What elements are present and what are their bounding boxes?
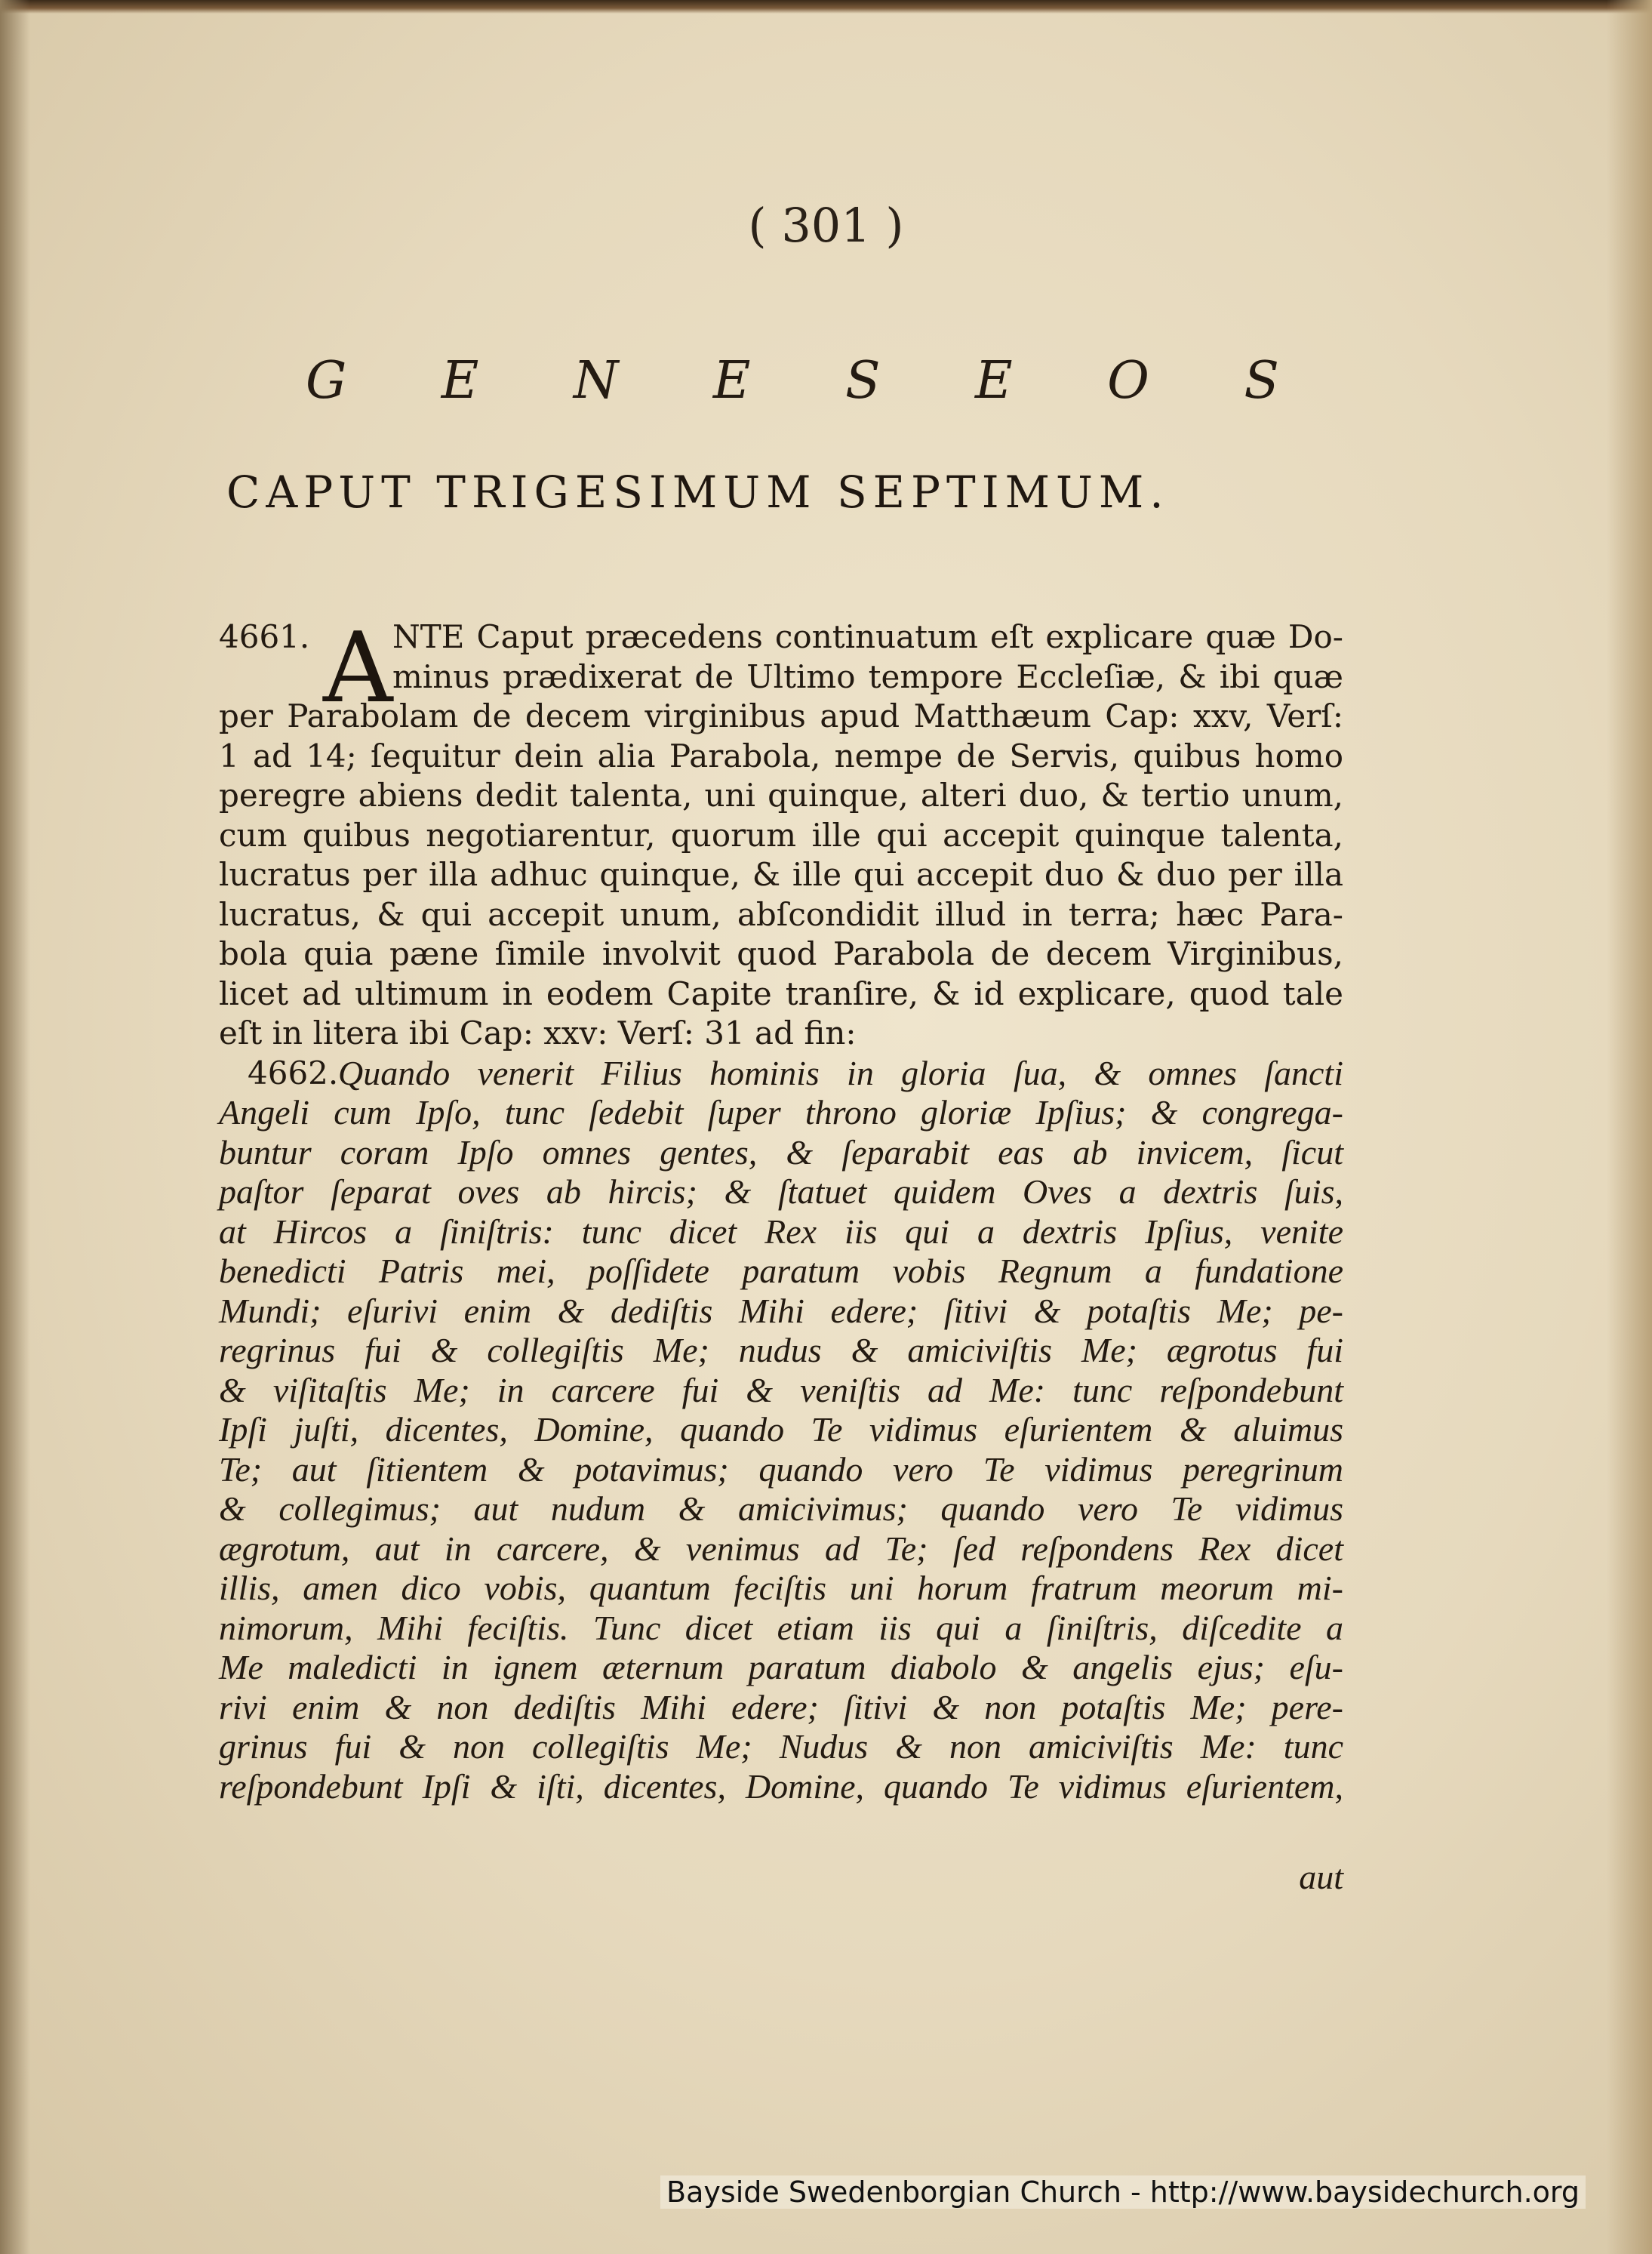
paragraph-line: minus prædixerat de Ultimo tempore Eccleſiæ, & ibi quæ xyxy=(392,657,1343,695)
page-left-edge xyxy=(0,0,30,2254)
page-top-edge xyxy=(0,0,1652,14)
paragraph-line: & viſitaſtis Me; in carcere fui & veniſtis ad Me: tunc reſpondebunt xyxy=(219,1370,1343,1409)
chapter-title: CAPUT TRIGESIMUM SEPTIMUM. xyxy=(226,467,1170,518)
paragraph-4662 xyxy=(219,1054,1343,1807)
book-title-letter: E xyxy=(441,351,479,411)
book-title xyxy=(306,351,1279,411)
paragraph-line: licet ad ultimum in eodem Capite tranſire, & id explicare, quod tale xyxy=(219,975,1343,1012)
paragraph-line: nimorum, Mihi feciſtis. Tunc dicet etiam iis qui a ſiniſtris, diſcedite a xyxy=(219,1608,1343,1647)
paragraph-line: illis, amen dico vobis, quantum feciſtis uni horum fratrum meorum mi- xyxy=(219,1569,1343,1607)
book-title-letter: S xyxy=(1244,351,1279,411)
paragraph-line: peregre abiens dedit talenta, uni quinque, alteri duo, & tertio unum, xyxy=(219,777,1343,814)
book-title-letter: O xyxy=(1107,351,1149,411)
paragraph-line: buntur coram Ipſo omnes gentes, & ſeparabit eas ab invicem, ſicut xyxy=(219,1132,1343,1172)
paragraph-line: cum quibus negotiarentur, quorum ille qui accepit quinque talenta, xyxy=(219,816,1343,854)
paragraph-line-text: Quando venerit Filius hominis in gloria ſua, & omnes ſancti xyxy=(338,1053,1343,1092)
book-title-letter: N xyxy=(573,351,619,411)
paragraph-line xyxy=(219,1054,1343,1094)
book-title-letter: G xyxy=(306,351,347,411)
paragraph-line: paſtor ſeparat oves ab hircis; & ſtatuet quidem Oves a dextris ſuis, xyxy=(219,1172,1343,1211)
paragraph-line: Mundi; eſurivi enim & dediſtis Mihi edere; ſitivi & potaſtis Me; pe- xyxy=(219,1291,1343,1330)
paragraph-line: ægrotum, aut in carcere, & venimus ad Te; ſed reſpondens Rex dicet xyxy=(219,1529,1343,1568)
paragraph-line: eſt in litera ibi Cap: xxv: Verſ: 31 ad fin: xyxy=(219,1015,857,1052)
paragraph-4661 xyxy=(219,612,1343,1054)
paragraph-line: reſpondebunt Ipſi & iſti, dicentes, Domine, quando Te vidimus eſurientem, xyxy=(219,1766,1343,1806)
page-right-edge xyxy=(1607,0,1652,2254)
paragraph-line-text: NTE Caput præcedens continuatum eſt explicare quæ Do- xyxy=(392,618,1343,655)
page-number: ( 301 ) xyxy=(748,198,904,253)
paragraph-line: bola quia pæne ſimile involvit quod Parabola de decem Virginibus, xyxy=(219,935,1343,972)
paragraph-line: regrinus fui & collegiſtis Me; nudus & amiciviſtis Me; ægrotus fui xyxy=(219,1331,1343,1369)
paragraph-line: Ipſi juſti, dicentes, Domine, quando Te vidimus eſurientem & aluimus xyxy=(219,1410,1343,1449)
paragraph-number: 4662. xyxy=(248,1054,339,1092)
paragraph-line: 1 ad 14; ſequitur dein alia Parabola, nempe de Servis, quibus homo xyxy=(219,737,1343,774)
paragraph-line: lucratus per illa adhuc quinque, & ille qui accepit duo & duo per illa xyxy=(219,856,1343,893)
paragraph-line: grinus fui & non collegiſtis Me; Nudus & non amiciviſtis Me: tunc xyxy=(219,1727,1343,1766)
drop-cap: A xyxy=(323,612,393,725)
watermark-caption: Bayside Swedenborgian Church - http://www.baysidechurch.org xyxy=(660,2175,1586,2209)
paragraph-line: at Hircos a ſiniſtris: tunc dicet Rex iis qui a dextris Ipſius, venite xyxy=(219,1212,1343,1251)
paragraph-line: rivi enim & non dediſtis Mihi edere; ſitivi & non potaſtis Me; pere- xyxy=(219,1687,1343,1726)
book-title-letter: S xyxy=(844,351,881,411)
paragraph-line: benedicti Patris mei, poſſidete paratum vobis Regnum a fundatione xyxy=(219,1252,1343,1290)
book-title-letter: E xyxy=(712,351,751,411)
body-text xyxy=(219,612,1343,1806)
paragraph-line: & collegimus; aut nudum & amicivimus; quando vero Te vidimus xyxy=(219,1489,1343,1528)
book-title-letter: E xyxy=(975,351,1013,411)
paragraph-line: Angeli cum Ipſo, tunc ſedebit ſuper throno gloriæ Ipſius; & congrega- xyxy=(219,1093,1343,1132)
paragraph-line: per Parabolam de decem virginibus apud Matthæum Cap: xxv, Verſ: xyxy=(219,697,1343,734)
paragraph-number: 4661. xyxy=(219,618,310,655)
paragraph-line: Te; aut ſitientem & potavimus; quando vero Te vidimus peregrinum xyxy=(219,1449,1343,1489)
catchword: aut xyxy=(1299,1858,1343,1896)
paragraph-line: Me maledicti in ignem æternum paratum diabolo & angelis ejus; eſu- xyxy=(219,1648,1343,1686)
paragraph-line: lucratus, & qui accepit unum, abſcondidit illud in terra; hæc Para- xyxy=(219,895,1343,933)
